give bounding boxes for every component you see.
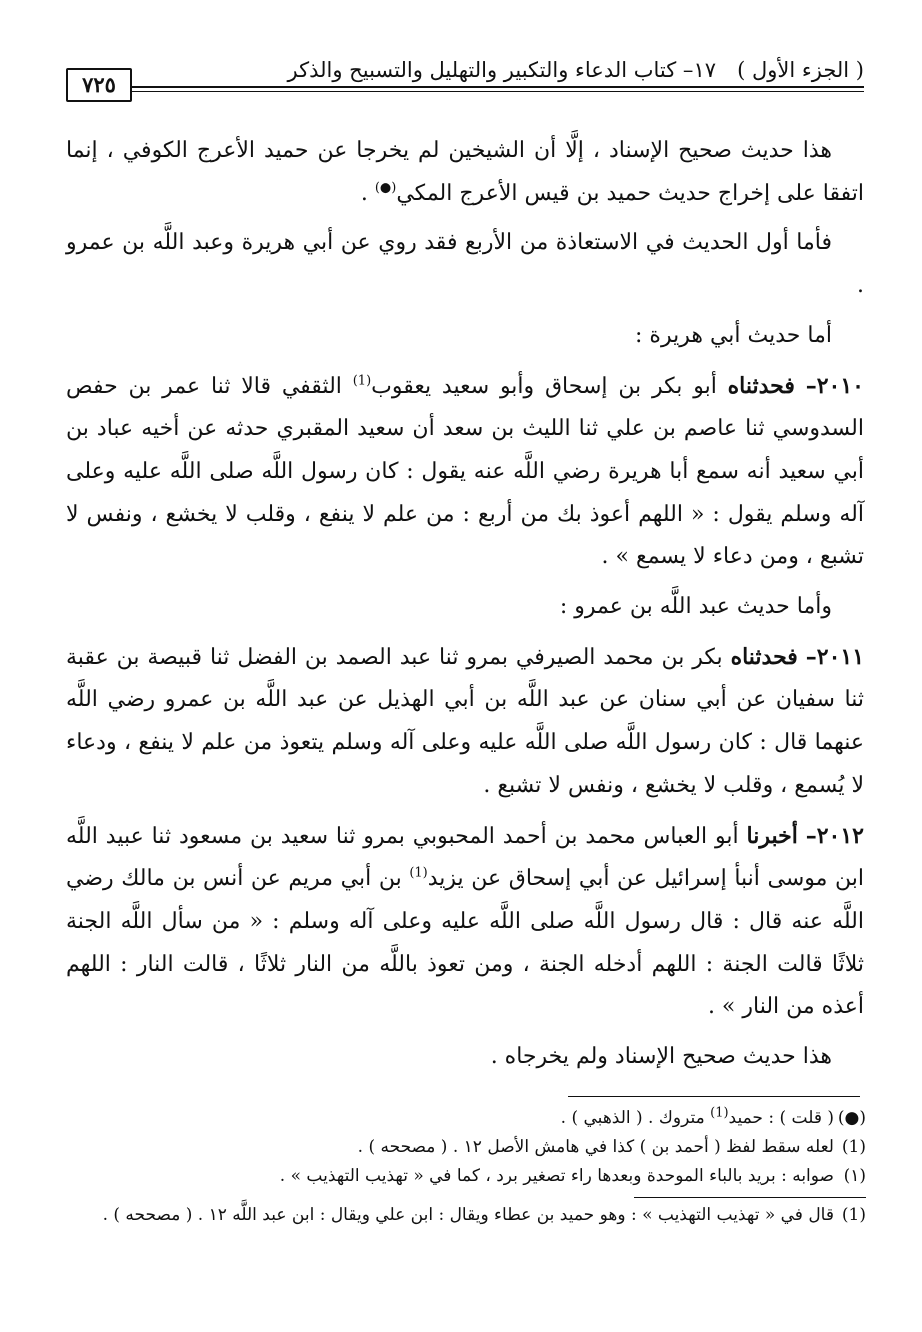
- footnote-1-text: لعله سقط لفظ ( أحمد بن ) كذا في هامش الأصل ١٢ . ( مصححه ) .: [357, 1137, 834, 1157]
- hadith-2012-text-b: بن أبي مريم عن أنس بن مالك رضي اللَّه عنه قال : قال رسول اللَّه صلى اللَّه عليه وعلى آله وسلم : « من سأل اللَّه الجنة ثلاثًا قالت الجنة : اللهم أدخله الجنة ، ومن تعوذ باللَّه من النار ثلاثًا ، قالت النار : اللهم أعذه من النار » .: [66, 866, 864, 1020]
- footnote-2-text: صوابه : بريد بالباء الموحدة وبعدها راء تصغير برد ، كما في « تهذيب التهذيب » .: [279, 1166, 834, 1186]
- hadith-2012-number: ٢٠١٢–: [805, 822, 864, 849]
- chapter-title: ١٧– كتاب الدعاء والتكبير والتهليل والتسبيح والذكر: [287, 58, 716, 82]
- footnote-ref-1: (1): [352, 373, 372, 389]
- footnotes: [66, 1104, 866, 1230]
- paragraph-3: أما حديث أبي هريرة :: [635, 322, 832, 348]
- footnote-0-mark: (●): [837, 1108, 866, 1128]
- paragraph-1-text: هذا حديث صحيح الإسناد ، إلَّا أن الشيخين لم يخرجا عن حميد الأعرج الكوفي ، إنما اتفقا على إخراج حديث حميد بن قيس الأعرج المكي: [66, 138, 864, 206]
- footnote-0-text-a: ( قلت ) : حميد: [728, 1108, 834, 1128]
- hadith-2012: [66, 815, 864, 1030]
- footnote-ref-2: (1): [409, 865, 428, 881]
- header-rule-thick: [132, 86, 864, 88]
- hadith-2012-text-a: أبو العباس محمد بن أحمد المحبوبي بمرو ثنا سعيد بن مسعود ثنا عبيد اللَّه ابن موسى أنبأ إسرائيل عن أبي إسحاق عن يزيد: [66, 823, 864, 892]
- footnote-2: [66, 1162, 866, 1191]
- hadith-2010-text-b: الثقفي قالا ثنا عمر بن حفص السدوسي ثنا عاصم بن علي ثنا الليث بن سعد أن سعيد المقبري حدثه عن أخيه عباد بن أبي سعيد أنه سمع أبا هريرة رضي اللَّه عنه يقول : كان رسول اللَّه صلى اللَّه عليه وعلى آله وسلم يقول : « اللهم أعوذ بك من أربع : من علم لا ينفع ، وقلب لا يخشع ، ونفس لا تشبع ، ومن دعاء لا يسمع » .: [66, 373, 864, 570]
- footnote-1-mark: (1): [841, 1137, 866, 1157]
- running-header: [66, 52, 864, 96]
- footnote-2-mark: (١): [843, 1166, 866, 1186]
- hadith-2010-text-a: أبو بكر بن إسحاق وأبو سعيد يعقوب: [371, 373, 728, 399]
- main-text: [66, 130, 864, 1079]
- hadith-2010-keyword: فحدثناه: [727, 372, 795, 399]
- paragraph-5: وأما حديث عبد اللَّه بن عمرو :: [559, 594, 832, 620]
- hadith-2011-number: ٢٠١١–: [805, 643, 865, 670]
- hadith-2011-text: بكر بن محمد الصيرفي بمرو ثنا عبد الصمد بن الفضل ثنا قبيصة بن عقبة ثنا سفيان عن أبي سنان عن عبد اللَّه بن أبي الهذيل عن عبد اللَّه بن عمرو رضي اللَّه عنهما قال : كان رسول اللَّه صلى اللَّه عليه وعلى آله وسلم يتعوذ من علم لا ينفع ، ودعاء لا يُسمع ، وقلب لا يخشع ، ونفس لا تشبع .: [66, 644, 864, 798]
- paragraph-2: فأما أول الحديث في الاستعاذة من الأربع فقد روي عن أبي هريرة وعبد اللَّه بن عمرو .: [66, 230, 864, 299]
- footnote-ref-bullet: (●): [374, 180, 397, 196]
- footnote-3: [66, 1201, 866, 1230]
- footnote-separator: [568, 1096, 860, 1097]
- hadith-2010-number: ٢٠١٠–: [805, 372, 864, 399]
- footnote-1: [66, 1133, 866, 1162]
- paragraph-7: هذا حديث صحيح الإسناد ولم يخرجاه .: [490, 1044, 832, 1070]
- footnote-0-sup: (1): [710, 1105, 729, 1121]
- paragraph-1-end: .: [360, 180, 375, 206]
- footnote-0-text-b: متروك . ( الذهبي ) .: [560, 1108, 711, 1128]
- footnote-0: [66, 1104, 866, 1133]
- header-rule-thin: [132, 91, 864, 92]
- footnote-3-text: قال في « تهذيب التهذيب » : وهو حميد بن عطاء ويقال : ابن علي ويقال : ابن عبد اللَّه ١٢ . ( مصححه ) .: [102, 1205, 834, 1225]
- hadith-2012-keyword: أخبرنا: [746, 822, 798, 849]
- paragraph-1: [66, 130, 864, 215]
- footnote-separator-2: [634, 1197, 866, 1198]
- page-number: ٧٢٥: [66, 68, 132, 102]
- hadith-2010: [66, 365, 864, 580]
- footnote-3-mark: (1): [841, 1205, 866, 1225]
- part-label: ( الجزء الأول ): [737, 58, 864, 82]
- hadith-2011-keyword: فحدثناه: [730, 643, 798, 670]
- hadith-2011: [66, 636, 864, 808]
